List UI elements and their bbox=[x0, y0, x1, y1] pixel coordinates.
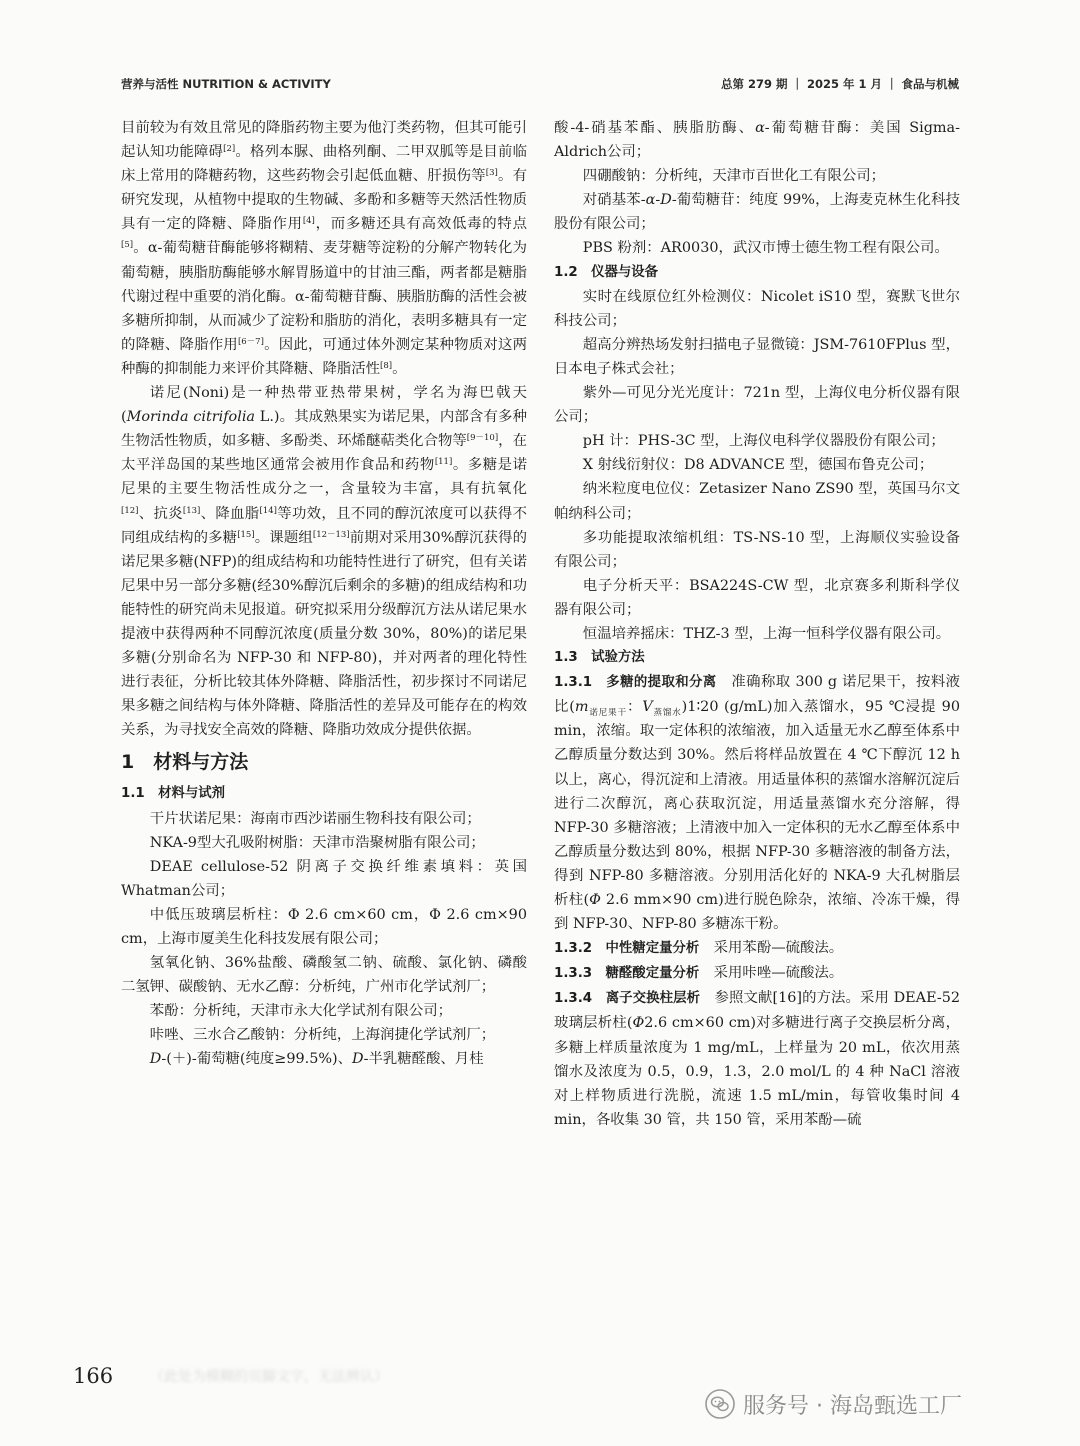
subsection-heading-1-3: 1.3 试验方法 bbox=[554, 650, 645, 666]
paragraph-intro-1: 目前较为有效且常见的降脂药物主要为他汀类药物，但其可能引起认知功能障碍[2]。格列本脲、曲格列酮、二甲双胍等是目前临床上常用的降糖药物，这些药物会引起低血糖、肝损伤等[3]。有研究发现，从植物中提取的生物碱、多酚和多糖等天然活性物质具有一定的降糖、降脂作用[4]，而多糖还具有高效低毒的特点[5]。α-葡萄糖苷酶能够将糊精、麦芽糖等淀粉的分解产物转化为葡萄糖，胰脂肪酶能够水解胃肠道中的甘油三酯，两者都是糖脂代谢过程中重要的消化酶。α-葡萄糖苷酶、胰脂肪酶的活性会被多糖所抑制，从而减少了淀粉和脂肪的消化，表明多糖具有一定的降糖、降脂作用[6－7]。因此，可通过体外测定某种物质对这两种酶的抑制能力来评价其降糖、降脂活性[8]。 bbox=[121, 120, 527, 377]
equipment-item: pH 计：PHS-3C 型，上海仪电科学仪器股份有限公司； bbox=[582, 433, 945, 450]
material-item: 对硝基苯-α-D-葡萄糖苷：纯度 99%，上海麦克林生化科技股份有限公司； bbox=[554, 192, 960, 233]
material-item: 咔唑、三水合乙酸钠：分析纯，上海润捷化学试剂厂； bbox=[149, 1027, 496, 1044]
page-number: 166 bbox=[73, 1364, 114, 1388]
equipment-item: X 射线衍射仪：D8 ADVANCE 型，德国布鲁克公司； bbox=[582, 457, 934, 474]
material-item: PBS 粉剂：AR0030，武汉市博士德生物工程有限公司。 bbox=[582, 240, 949, 257]
left-column bbox=[121, 116, 527, 1072]
blurred-footer-text: （此处为模糊的页脚文字，无法辨认） bbox=[150, 1369, 388, 1385]
material-item: NKA-9型大孔吸附树脂：天津市浩聚树脂有限公司； bbox=[149, 834, 485, 851]
method-1-3-1: 1.3.1 多糖的提取和分离 准确称取 300 g 诺尼果干，按料液比($m_{诺尼果干}$：$V_{蒸馏水})1∶20$ (g/mL)加入蒸馏水，95 ℃浸提 90 min，浓缩。取一定体积的浓缩液，加入适量无水乙醇至体系中乙醇质量分数达到 30%。然后将样品放置在 4 ℃下醇沉 12 h 以上，离心，得沉淀和上清液。用适量体积的蒸馏水溶解沉淀后进行二次醇沉，离心获取沉淀，用适量蒸馏水充分溶解，得 NFP-30 多糖溶液；上清液中加入一定体积的无水乙醇至体系中乙醇质量分数达到 80%，根据 NFP-30 多糖溶液的制备方法，得到 NFP-80 多糖溶液。分别用活化好的 NKA-9 大孔树脂层析柱(Φ 2.6 mm×90 cm)进行脱色除杂，浓缩、冷冻干燥，得到 NFP-30、NFP-80 多糖冻干粉。 bbox=[554, 674, 961, 933]
right-column bbox=[554, 116, 960, 1132]
journal-section-title: 营养与活性 NUTRITION & ACTIVITY bbox=[121, 77, 331, 91]
equipment-item: 紫外—可见分光光度计：721n 型，上海仪电分析仪器有限公司； bbox=[554, 385, 960, 426]
method-1-3-4: 1.3.4 离子交换柱层析 参照文献[16]的方法。采用 DEAE-52 玻璃层析柱(Φ2.6 cm×60 cm)对多糖进行离子交换层析分离，多糖上样质量浓度为 1 mg/mL，上样量为 20 mL，依次用蒸馏水及浓度为 0.5，0.9，1.3，2.0 mol/L 的 4 种 NaCl 溶液对上样物质进行洗脱，流速 1.5 mL/min，每管收集时间 4 min，各收集 30 管，共 150 管，采用苯酚—硫 bbox=[554, 990, 961, 1128]
material-item: 中低压玻璃层析柱：Φ 2.6 cm×60 cm，Φ 2.6 cm×90 cm，上海市厦美生化科技发展有限公司； bbox=[121, 906, 527, 947]
issue-info: 总第 279 期 ｜ 2025 年 1 月 ｜ 食品与机械 bbox=[720, 77, 959, 91]
material-item: 酸-4-硝基苯酯、胰脂肪酶、α-葡萄糖苷酶：美国 Sigma-Aldrich公司； bbox=[554, 120, 960, 161]
equipment-item: 纳米粒度电位仪：Zetasizer Nano ZS90 型，英国马尔文帕纳科公司； bbox=[554, 481, 960, 522]
equipment-item: 多功能提取浓缩机组：TS-NS-10 型，上海顺仪实验设备有限公司； bbox=[554, 529, 960, 570]
equipment-item: 实时在线原位红外检测仪：Nicolet iS10 型，赛默飞世尔科技公司； bbox=[554, 288, 960, 329]
material-item: 氢氧化钠、36%盐酸、磷酸氢二钠、硫酸、氯化钠、磷酸二氢钾、碳酸钠、无水乙醇：分析纯，广州市化学试剂厂； bbox=[121, 955, 527, 996]
subsection-heading-1-2: 1.2 仪器与设备 bbox=[554, 264, 659, 280]
method-1-3-2: 1.3.2 中性糖定量分析 采用苯酚—硫酸法。 bbox=[554, 940, 844, 957]
watermark bbox=[705, 1386, 962, 1422]
equipment-item: 电子分析天平：BSA224S-CW 型，北京赛多利斯科学仪器有限公司； bbox=[554, 577, 960, 618]
paragraph-intro-2: 诺尼(Noni)是一种热带亚热带果树，学名为海巴戟天(Morinda citrifolia L.)。其成熟果实为诺尼果，内部含有多种生物活性物质，如多糖、多酚类、环烯醚萜类化合物等[9－10]，在太平洋岛国的某些地区通常会被用作食品和药物[11]。多糖是诺尼果的主要生物活性成分之一，含量较为丰富，具有抗氧化[12]、抗炎[13]、降血脂[14]等功效，且不同的醇沉浓度可以获得不同组成结构的多糖[15]。课题组[12－13]前期对采用30%醇沉获得的诺尼果多糖(NFP)的组成结构和功能特性进行了研究，但有关诺尼果中另一部分多糖(经30%醇沉后剩余的多糖)的组成结构和功能特性的研究尚未见报道。研究拟采用分级醇沉方法从诺尼果水提液中获得两种不同醇沉浓度(质量分数 30%，80%)的诺尼果多糖(分别命名为 NFP-30 和 NFP-80)，并对两者的理化特性进行表征，分析比较其体外降糖、降脂活性，初步探讨不同诺尼果多糖之间结构与体外降糖、降脂活性的差异及可能存在的构效关系，为寻找安全高效的降糖、降脂功效成分提供依据。 bbox=[121, 385, 527, 739]
running-header bbox=[121, 76, 959, 94]
subsection-heading-1-1: 1.1 材料与试剂 bbox=[121, 786, 226, 802]
section-heading-1: 1 材料与方法 bbox=[121, 751, 249, 774]
material-item: 苯酚：分析纯，天津市永大化学试剂有限公司； bbox=[149, 1003, 453, 1020]
material-item: 干片状诺尼果：海南市西沙诺丽生物科技有限公司； bbox=[149, 810, 481, 827]
material-item: 四硼酸钠：分析纯，天津市百世化工有限公司； bbox=[582, 168, 886, 185]
watermark-text: 服务号 · 海岛甄选工厂 bbox=[743, 1393, 962, 1419]
equipment-item: 超高分辨热场发射扫描电子显微镜：JSM-7610FPlus 型，日本电子株式会社； bbox=[554, 336, 960, 377]
wechat-icon bbox=[705, 1389, 735, 1419]
method-1-3-3: 1.3.3 糖醛酸定量分析 采用咔唑—硫酸法。 bbox=[554, 965, 844, 982]
material-item: DEAE cellulose-52 阴离子交换纤维素填料：英国 Whatman公司； bbox=[121, 858, 527, 899]
material-item: D-(＋)-葡萄糖(纯度≥99.5%)、D-半乳糖醛酸、月桂 bbox=[149, 1051, 484, 1068]
equipment-item: 恒温培养摇床：THZ-3 型，上海一恒科学仪器有限公司。 bbox=[582, 625, 951, 642]
